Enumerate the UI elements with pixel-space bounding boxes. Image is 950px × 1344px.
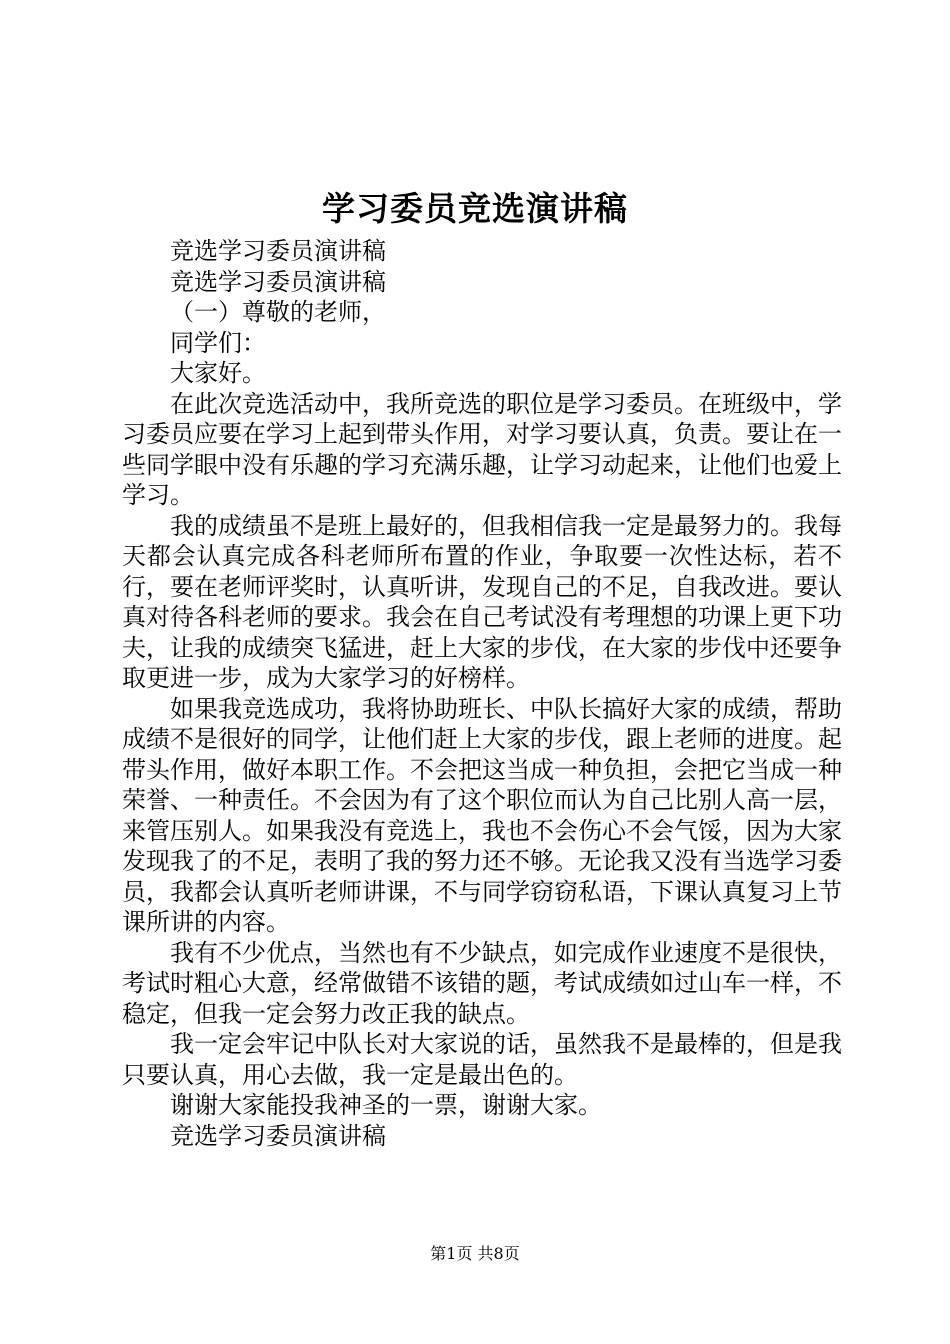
paragraph: 如果我竞选成功，我将协助班长、中队长搞好大家的成绩，帮助成绩不是很好的同学，让他们赶上大家的步伐，跟上老师的进度。起带头作用，做好本职工作。不会把这当成一种负担，会把它当成一种荣誉、一种责任。不会因为有了这个职位而认为自己比别人高一层，来管压别人。如果我没有竞选上，我也不会伤心不会气馁，因为大家发现我了的不足，表明了我的努力还不够。无论我又没有当选学习委员，我都会认真听老师讲课，不与同学窃窃私语，下课认真复习上节课所讲的内容。 [122, 694, 842, 936]
paragraph: 同学们： [170, 328, 266, 357]
paragraph: 竞选学习委员演讲稿 [170, 1121, 386, 1150]
paragraph: 我有不少优点，当然也有不少缺点，如完成作业速度不是很快，考试时粗心大意，经常做错不该错的题，考试成绩如过山车一样，不稳定，但我一定会努力改正我的缺点。 [122, 938, 842, 1028]
paragraph: （一）尊敬的老师， [170, 298, 386, 326]
paragraph: 谢谢大家能投我神圣的一票，谢谢大家。 [170, 1091, 602, 1119]
paragraph: 在此次竞选活动中，我所竞选的职位是学习委员。在班级中，学习委员应要在学习上起到带头作用，对学习要认真，负责。要让在一些同学眼中没有乐趣的学习充满乐趣，让学习动起来，让他们也爱上学习。 [122, 389, 842, 509]
paragraph: 我的成绩虽不是班上最好的，但我相信我一定是最努力的。我每天都会认真完成各科老师所布置的作业，争取要一次性达标，若不行，要在老师评奖时，认真听讲，发现自己的不足，自我改进。要认真对待各科老师的要求。我会在自己考试没有考理想的功课上更下功夫，让我的成绩突飞猛进，赶上大家的步伐，在大家的步伐中还要争取更进一步，成为大家学习的好榜样。 [122, 511, 842, 692]
paragraph: 大家好。 [170, 359, 266, 387]
page-number-footer: 第1页 共8页 [430, 1244, 520, 1263]
paragraph: 我一定会牢记中队长对大家说的话，虽然我不是最棒的，但是我只要认真，用心去做，我一定是最出色的。 [122, 1030, 842, 1089]
paragraph: 竞选学习委员演讲稿 [170, 267, 386, 296]
page-title: 学习委员竞选演讲稿 [322, 189, 628, 228]
paragraph: 竞选学习委员演讲稿 [170, 237, 386, 265]
document-body [122, 236, 842, 1151]
